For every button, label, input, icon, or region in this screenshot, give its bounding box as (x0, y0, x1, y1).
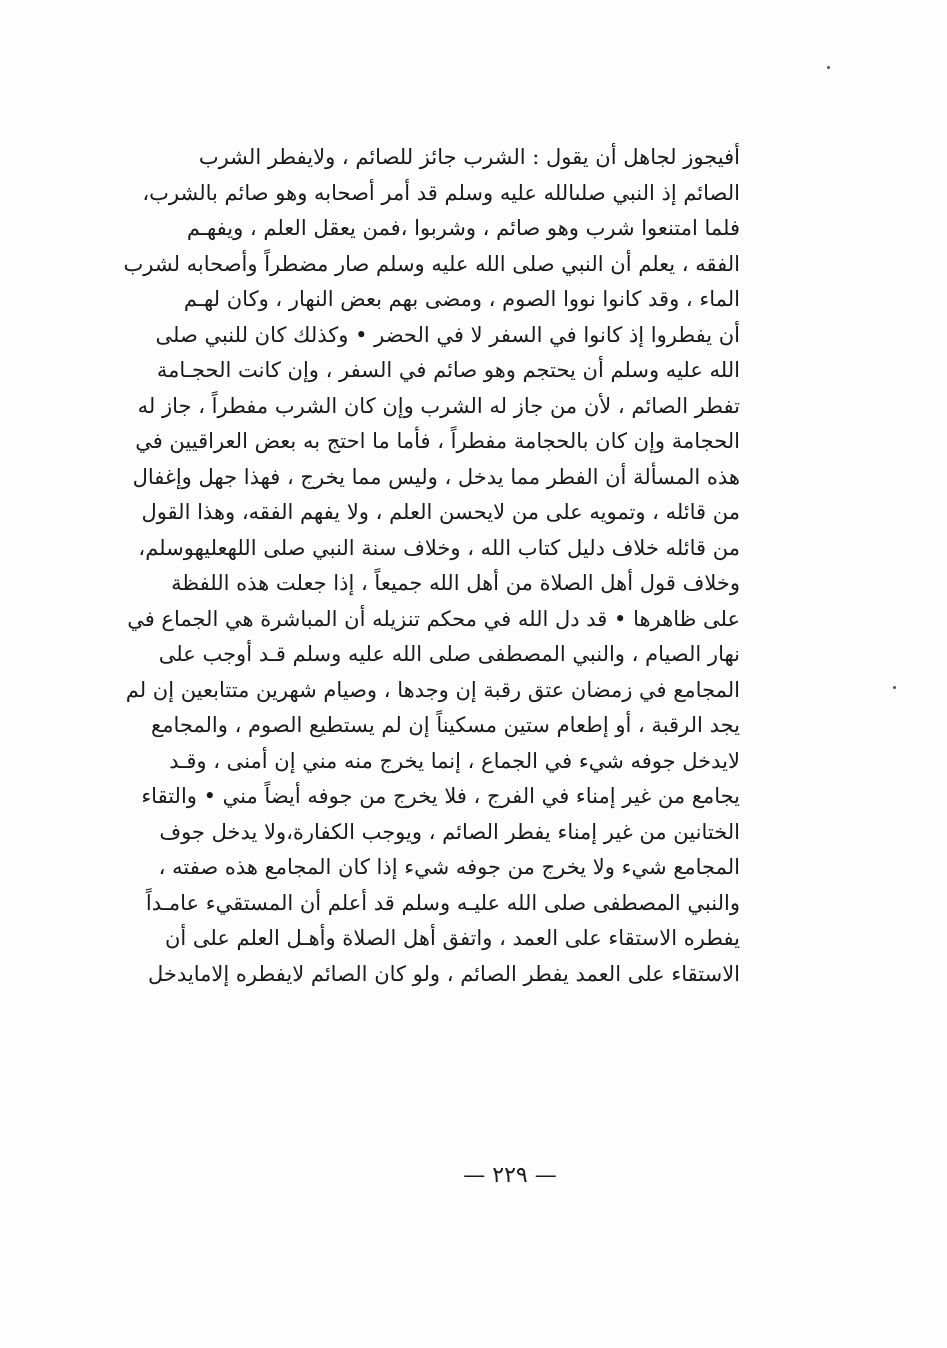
text-line: أن يفطروا إذ كانوا في السفر لا في الحضر • وكذلك كان للنبي صلى (155, 322, 740, 347)
text-line: الاستقاء على العمد يفطر الصائم ، ولو كان الصائم لايفطره إلامايدخل (148, 961, 740, 986)
text-line: لايدخل جوفه شيء في الجماع ، إنما يخرج منه مني إن أمنى ، وقـد (169, 748, 740, 773)
text-line: والنبي المصطفى صلى الله عليـه وسلم قد أعلم أن المستقيء عامـداً (145, 890, 740, 915)
text-line: فلما امتنعوا شرب وهو صائم ، وشربوا ،فمن يعقل العلم ، ويفهـم (186, 216, 740, 240)
text-line: على ظاهرها • قد دل الله في محكم تنزيله أن المباشرة هي الجماع في (127, 606, 740, 631)
text-line: الصائم إذ النبي صلىالله عليه وسلم قد أمر أصحابه وهو صائم بالشرب، (142, 180, 740, 205)
text-line: هذه المسألة أن الفطر مما يدخل ، وليس مما يخرج ، فهذا جهل وإغفال (132, 464, 740, 489)
text-line: من قائله ، وتمويه على من لايحسن العلم ، ولا يفهم الفقه، وهذا القول (141, 500, 740, 524)
text-line: المجامع شيء ولا يخرج من جوفه شيء إذا كان المجامع هذه صفته ، (158, 855, 740, 879)
text-line: الفقه ، يعلم أن النبي صلى الله عليه وسلم صار مضطراً وأصحابه لشرب (123, 251, 740, 276)
text-line: تفطر الصائم ، لأن من جاز له الشرب وإن كان الشرب مفطراً ، جاز له (137, 393, 740, 418)
text-line: الماء ، وقد كانوا نووا الصوم ، ومضى بهم بعض النهار ، وكان لهـم (183, 287, 740, 311)
text-line: أفيجوز لجاهل أن يقول : الشرب جائز للصائم ، ولايفطر الشرب (198, 145, 740, 169)
text-line: من قائله خلاف دليل كتاب الله ، وخلاف سنة النبي صلى اللهعليهوسلم، (138, 535, 740, 560)
text-line: الله عليه وسلم أن يحتجم وهو صائم في السفر ، وإن كانت الحجـامة (156, 358, 740, 382)
scan-speck (893, 686, 896, 689)
body-text (123, 140, 740, 992)
text-line: يجد الرقبة ، أو إطعام ستين مسكيناً إن لم يستطيع الصوم ، والمجامع (151, 713, 740, 737)
text-line: الحجامة وإن كان بالحجامة مفطراً ، فأما ما احتج به بعض العراقيين في (135, 429, 740, 453)
text-line: يجامع من غير إمناء في الفرج ، فلا يخرج من جوفه أيضاً مني • والتقاء (141, 784, 740, 808)
scan-speck (827, 66, 830, 69)
text-line: المجامع في زمضان عتق رقبة إن وجدها ، وصيام شهرين متتابعين إن لم (125, 677, 740, 702)
text-line: نهار الصيام ، والنبي المصطفى صلى الله عليه وسلم قـد أوجب على (158, 642, 740, 666)
text-line: وخلاف قول أهل الصلاة من أهل الله جميعاً ، إذا جعلت هذه اللفظة (171, 571, 740, 595)
page-number: — ٢٢٩ — (463, 1163, 557, 1188)
text-line: يفطره الاستقاء على العمد ، واتفق أهل الصلاة وأهـل العلم على أن (164, 926, 740, 950)
text-line: الختانين من غير إمناء يفطر الصائم ، ويوجب الكفارة،ولا يدخل جوف (159, 819, 740, 844)
